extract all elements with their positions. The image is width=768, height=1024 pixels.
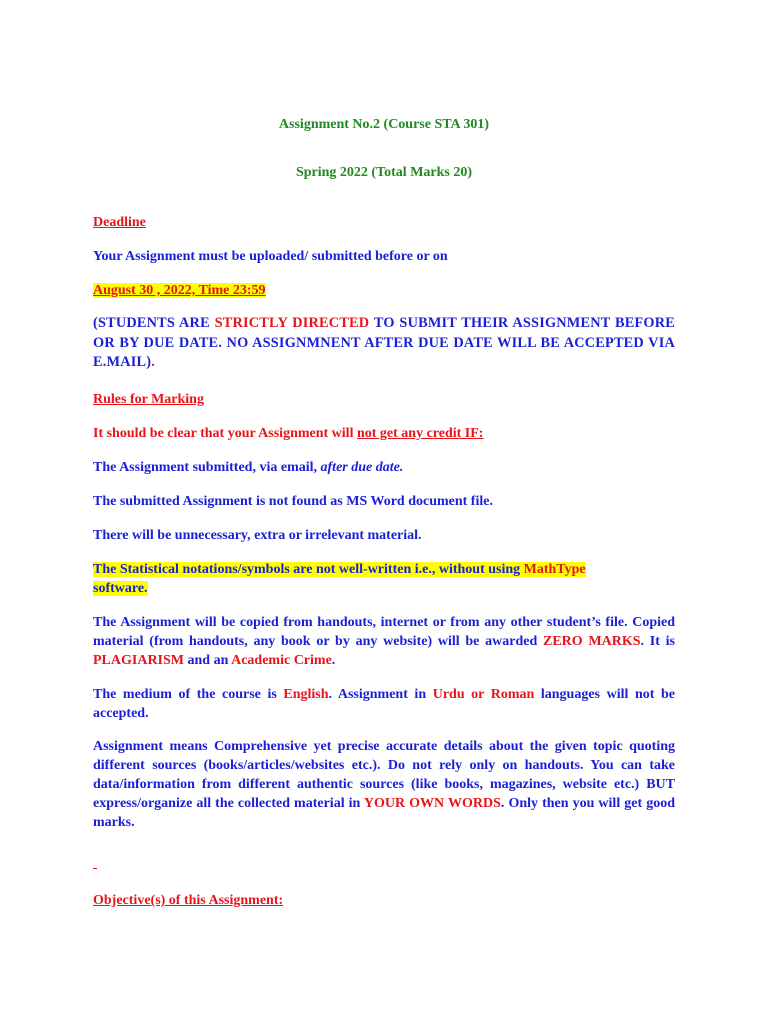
assignment-title: Assignment No.2 (Course STA 301): [278, 117, 490, 132]
rule-1-italic: after due date.: [320, 460, 404, 475]
notice-end: .: [151, 354, 155, 370]
rules-intro: [93, 424, 675, 443]
rule-5-text: The Assignment will be copied from handouts, internet or from any other student’s file. Copied material (from handouts, any book or by any website) will be awarded: [93, 615, 675, 649]
rule-6-text: The medium of the course is: [93, 687, 284, 702]
notice-strictly-directed: STRICTLY DIRECTED: [214, 315, 370, 331]
rule-6-text-2: . Assignment in: [328, 687, 433, 702]
rules-intro-underlined: not get any credit IF:: [356, 426, 484, 441]
underline-mark: [93, 868, 97, 869]
objectives-heading: Objective(s) of this Assignment:: [93, 893, 284, 908]
rule-1: [93, 458, 675, 477]
notice-part-2: TO SUBMIT THEIR ASSIGNMENT BEFORE OR BY DUE DATE. NO ASSIGNMNENT AFTER DUE DATE WILL BE ACCEPTED VIA E.MAIL): [93, 315, 676, 370]
deadline-line: Your Assignment must be uploaded/ submitted before or on: [93, 249, 448, 264]
rule-6-english: English: [283, 687, 329, 702]
rule-2: The submitted Assignment is not found as MS Word document file.: [93, 494, 493, 509]
deadline-date: August 30 , 2022, Time 23:59: [93, 283, 266, 298]
rule-7-text-2: . Only then you will get good marks.: [93, 796, 675, 830]
rule-6-text-3: languages will not be accepted.: [93, 687, 675, 721]
rule-1-text: The Assignment submitted, via email,: [93, 460, 321, 475]
notice-part-1: (STUDENTS ARE: [93, 315, 215, 331]
deadline-heading: Deadline: [93, 215, 146, 230]
assignment-subtitle: Spring 2022 (Total Marks 20): [295, 165, 473, 180]
rule-7: [93, 737, 675, 832]
rule-4: [93, 560, 675, 598]
rule-6: [93, 685, 675, 723]
rule-5-zero-marks: ZERO MARKS: [543, 634, 641, 649]
rule-4-mathtype: MathType: [523, 562, 586, 577]
rule-5-plagiarism: PLAGIARISM: [93, 653, 185, 668]
rule-5: [93, 613, 675, 670]
rule-5-text-4: .: [331, 653, 336, 668]
rule-4-software: software.: [93, 581, 148, 596]
rule-5-academic-crime: Academic Crime: [231, 653, 332, 668]
rule-4-text: The Statistical notations/symbols are not well-written i.e., without using: [93, 562, 524, 577]
rule-7-text: Assignment means Comprehensive yet precise accurate details about the given topic quoting different sources (books/articles/websites etc.). Do not rely only on handouts. You can take data/information from different authentic sources (like books, magazines, website etc.) BUT express/organize all the collected material in: [93, 739, 675, 811]
rule-7-own-words: YOUR OWN WORDS: [363, 796, 501, 811]
rules-heading: Rules for Marking: [93, 392, 204, 407]
rules-intro-text: It should be clear that your Assignment will: [93, 426, 357, 441]
rule-5-text-3: and an: [184, 653, 232, 668]
rule-5-text-2: . It is: [640, 634, 675, 649]
deadline-date-paragraph: [93, 281, 675, 300]
deadline-notice: [93, 314, 675, 373]
rule-3: There will be unnecessary, extra or irrelevant material.: [93, 528, 422, 543]
rule-6-urdu-roman: Urdu or Roman: [432, 687, 535, 702]
